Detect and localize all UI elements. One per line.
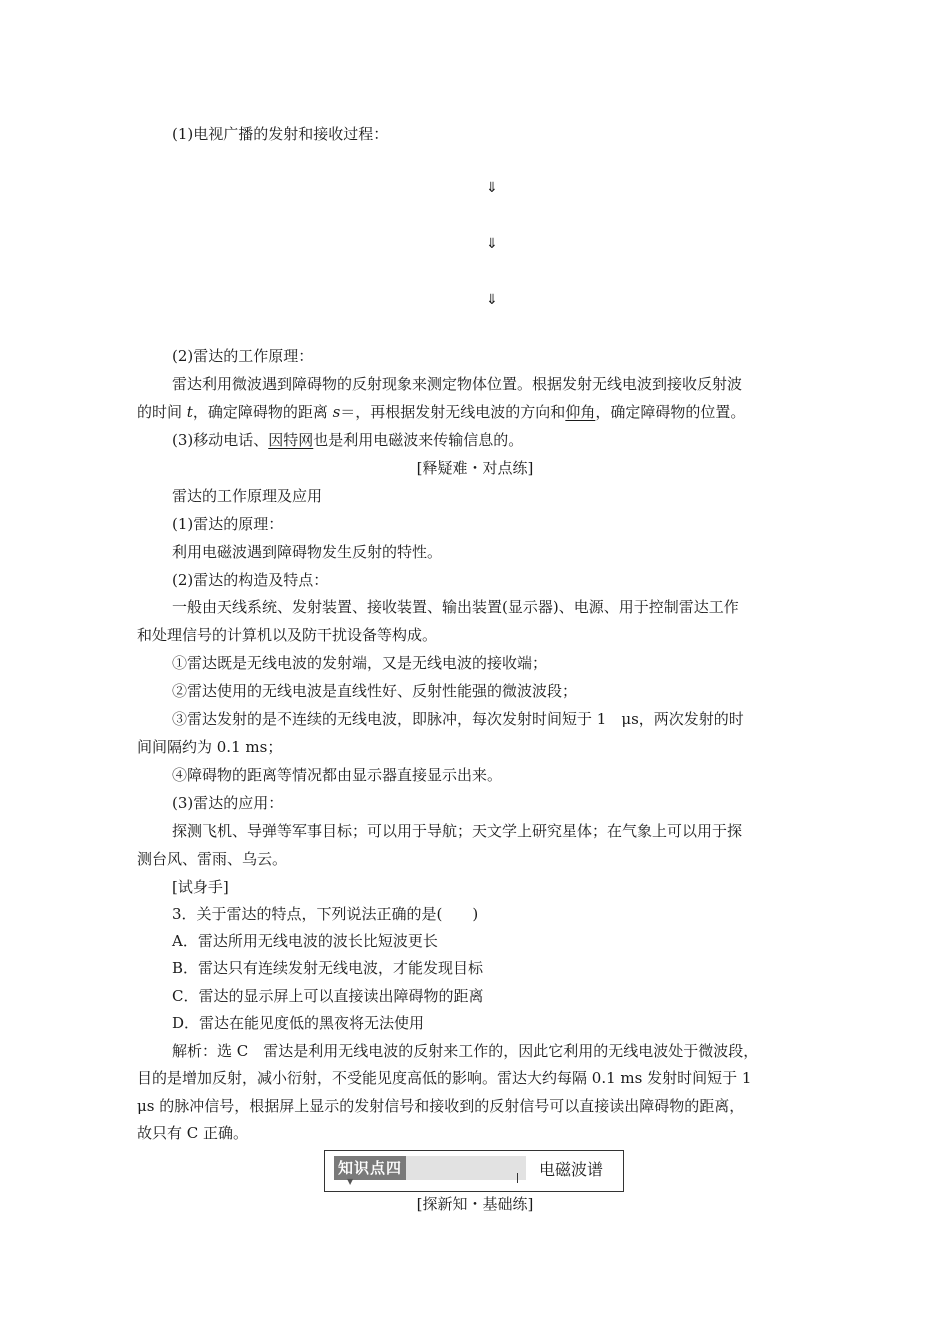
radar-structure-line2: 和处理信号的计算机以及防干扰设备等构成。 bbox=[137, 626, 438, 644]
practice-label: [试身手] bbox=[172, 878, 229, 896]
radar-principle-heading: (2)雷达的工作原理： bbox=[172, 347, 314, 365]
mobile-internet-text: (3)移动电话、因特网也是利用电磁波来传输信息的。 bbox=[172, 431, 524, 449]
down-arrow-icon: ⇓ bbox=[486, 236, 498, 252]
analysis-line2: 目的是增加反射，减小衍射，不受能见度高低的影响。雷达大约每隔 0.1 ms 发射时间短于 1 bbox=[137, 1069, 752, 1087]
radar-principle-desc: 利用电磁波遇到障碍物发生反射的特性。 bbox=[172, 543, 443, 561]
option-b: B．雷达只有连续发射无线电波，才能发现目标 bbox=[172, 959, 484, 977]
option-d: D．雷达在能见度低的黑夜将无法使用 bbox=[172, 1014, 425, 1032]
down-arrow-icon: ⇓ bbox=[486, 292, 498, 308]
option-a: A．雷达所用无线电波的波长比短波更长 bbox=[172, 932, 438, 950]
radar-feature-4: ④障碍物的距离等情况都由显示器直接显示出来。 bbox=[172, 766, 503, 784]
radar-principle-text-line2: 的时间 t，确定障碍物的距离 s＝，再根据发射无线电波的方向和仰角，确定障碍物的位置。 bbox=[137, 403, 746, 421]
tag-divider bbox=[517, 1173, 518, 1183]
section-heading-explore: [探新知・基础练] bbox=[416, 1195, 534, 1213]
down-arrow-icon: ⇓ bbox=[486, 180, 498, 196]
radar-principle-subheading: (1)雷达的原理： bbox=[172, 515, 284, 533]
knowledge-point-tag-bg bbox=[334, 1156, 526, 1180]
knowledge-point-tag: 知识点四 bbox=[334, 1156, 406, 1180]
analysis-line3: μs 的脉冲信号，根据屏上显示的发射信号和接收到的反射信号可以直接读出障碍物的距离， bbox=[137, 1097, 745, 1115]
knowledge-point-box bbox=[324, 1150, 624, 1192]
analysis-line4: 故只有 C 正确。 bbox=[137, 1124, 249, 1142]
tv-broadcast-heading: (1)电视广播的发射和接收过程： bbox=[172, 125, 389, 143]
radar-principle-text-line1: 雷达利用微波遇到障碍物的反射现象来测定物体位置。根据发射无线电波到接收反射波 bbox=[172, 375, 743, 393]
radar-structure-line1: 一般由天线系统、发射装置、接收装置、输出装置(显示器)、电源、用于控制雷达工作 bbox=[172, 598, 739, 616]
elevation-angle-term: 仰角 bbox=[565, 403, 596, 421]
radar-application-line2: 测台风、雷雨、乌云。 bbox=[137, 850, 288, 868]
radar-feature-2: ②雷达使用的无线电波是直线性好、反射性能强的微波波段； bbox=[172, 682, 578, 700]
knowledge-point-title: 电磁波谱 bbox=[539, 1160, 604, 1179]
radar-feature-3-line1: ③雷达发射的是不连续的无线电波，即脉冲，每次发射时间短于 1 μs，两次发射的时 bbox=[172, 710, 744, 728]
radar-feature-3-line2: 间间隔约为 0.1 ms； bbox=[137, 738, 283, 756]
radar-structure-subheading: (2)雷达的构造及特点： bbox=[172, 571, 329, 589]
radar-application-line1: 探测飞机、导弹等军事目标；可以用于导航；天文学上研究星体；在气象上可以用于探 bbox=[172, 822, 743, 840]
tag-pointer-icon: ▼ bbox=[347, 1177, 354, 1186]
analysis-line1: 解析：选 C 雷达是利用无线电波的反射来工作的，因此它利用的无线电波处于微波段， bbox=[172, 1042, 759, 1060]
radar-feature-1: ①雷达既是无线电波的发射端，又是无线电波的接收端； bbox=[172, 654, 548, 672]
internet-term: 因特网 bbox=[268, 431, 314, 449]
radar-topic-title: 雷达的工作原理及应用 bbox=[172, 487, 323, 505]
question-stem: 3．关于雷达的特点，下列说法正确的是( ) bbox=[172, 905, 479, 923]
option-c: C．雷达的显示屏上可以直接读出障碍物的距离 bbox=[172, 987, 484, 1005]
radar-application-subheading: (3)雷达的应用： bbox=[172, 794, 284, 812]
section-heading-explain: [释疑难・对点练] bbox=[416, 459, 534, 477]
